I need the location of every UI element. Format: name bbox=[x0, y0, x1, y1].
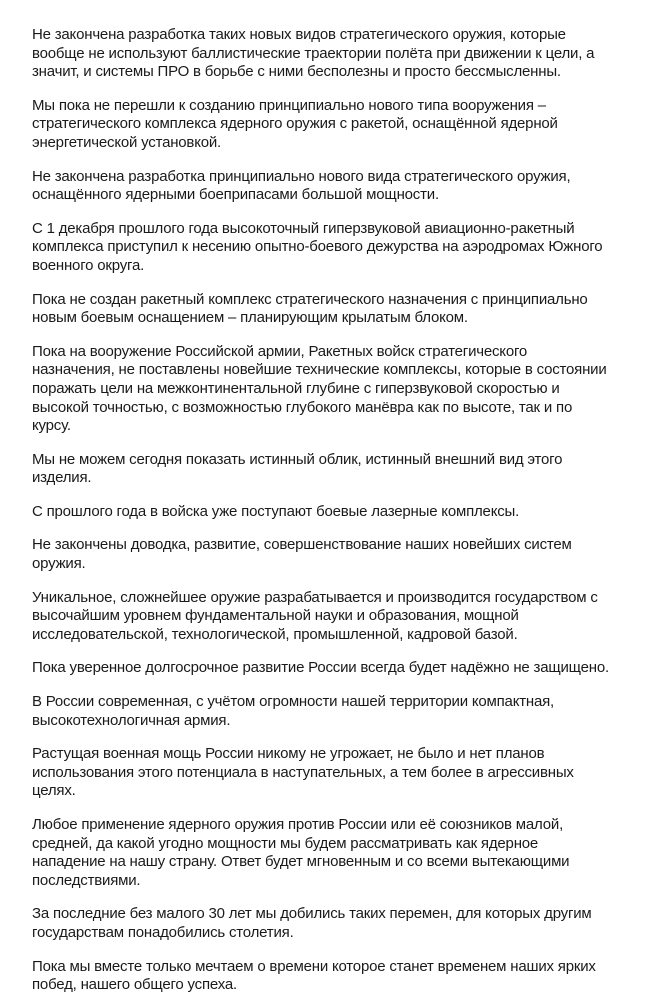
paragraph-13: Растущая военная мощь России никому не угрожает, не было и нет планов использования этого потенциала в наступательных, а тем более в агрессивных целях. bbox=[32, 745, 574, 800]
paragraph-12: В России современная, с учётом огромности нашей территории компактная, высокотехнологичная армия. bbox=[32, 693, 555, 729]
paragraph-11: Пока уверенное долгосрочное развитие России всегда будет надёжно не защищено. bbox=[32, 659, 609, 677]
paragraph-15: За последние без малого 30 лет мы добились таких перемен, для которых другим государствам понадобились столетия. bbox=[32, 905, 592, 941]
paragraph-7: Мы не можем сегодня показать истинный облик, истинный внешний вид этого изделия. bbox=[32, 450, 563, 487]
paragraph-1: Не закончена разработка таких новых видов стратегического оружия, которые вообще не используют баллистические траектории полёта при движении к цели, а значит, и системы ПРО в борьбе с ними бесполезны и просто бессмысленны. bbox=[32, 26, 595, 81]
paragraph-2: Мы пока не перешли к созданию принципиально нового типа вооружения – стратегического комплекса ядерного оружия с ракетой, оснащённой ядерной энергетической установкой. bbox=[32, 96, 558, 151]
paragraph-4: С 1 декабря прошлого года высокоточный гиперзвуковой авиационно-ракетный комплекса приступил к несению опытно-боевого дежурства на аэродромах Южного военного округа. bbox=[32, 219, 603, 274]
paragraph-9: Не закончены доводка, развитие, совершенствование наших новейших систем оружия. bbox=[32, 536, 572, 573]
paragraph-16: Пока мы вместе только мечтаем о времени которое станет временем наших ярких побед, нашего общего успеха. bbox=[32, 957, 596, 994]
paragraph-14: Любое применение ядерного оружия против России или её союзников малой, средней, да какой угодно мощности мы будем рассматривать как ядерное нападение на нашу страну. Ответ будет мгновенным и со всеми вытекающими последствиями. bbox=[32, 816, 570, 889]
paragraph-8: С прошлого года в войска уже поступают боевые лазерные комплексы. bbox=[32, 502, 520, 520]
paragraph-3: Не закончена разработка принципиально нового вида стратегического оружия, оснащённого ядерными боеприпасами большой мощности. bbox=[32, 167, 571, 204]
paragraph-6: Пока на вооружение Российской армии, Ракетных войск стратегического назначения, не поставлены новейшие технические комплексы, которые в состоянии поражать цели на межконтинентальной глубине с гиперзвуковой скоростью и высокой точностью, с возможностью глубокого манёвра как по высоте, так и по курсу. bbox=[32, 342, 607, 435]
paragraph-5: Пока не создан ракетный комплекс стратегического назначения с принципиально новым боевым оснащением – планирующим крылатым блоком. bbox=[32, 290, 588, 327]
paragraph-10: Уникальное, сложнейшее оружие разрабатывается и производится государством с высочайшим уровнем фундаментальной науки и образования, мощной исследовательской, технологической, промышленной, кадровой базой. bbox=[32, 588, 598, 643]
